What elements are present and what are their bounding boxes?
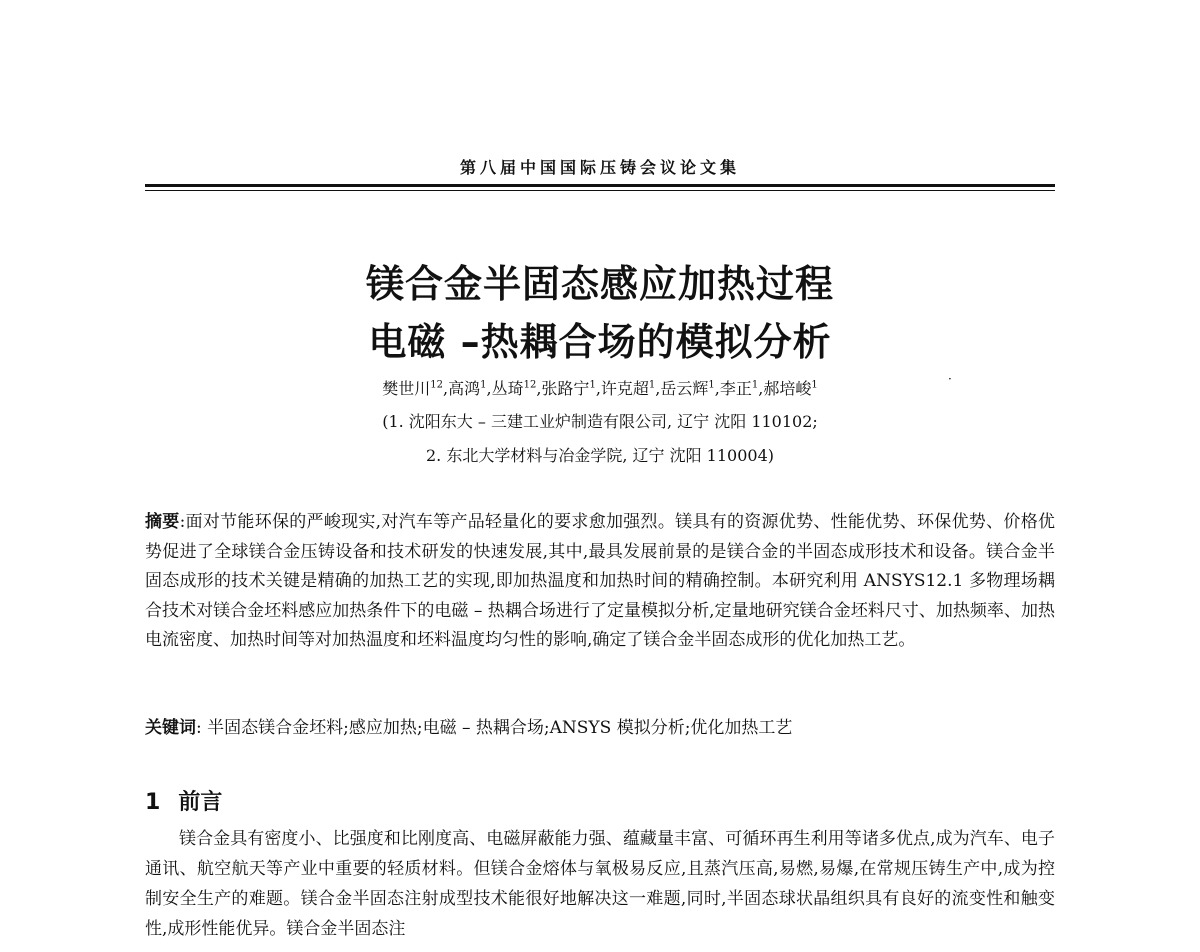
section-title: 前言	[178, 790, 223, 815]
section-heading	[145, 785, 222, 816]
affiliation-line-2: 2. 东北大学材料与冶金学院, 辽宁 沈阳 110004)	[425, 446, 775, 465]
author: 岳云辉$^1$,	[660, 379, 720, 398]
header-rule-thick	[145, 184, 1055, 187]
running-header: 第八届中国国际压铸会议论文集	[459, 158, 740, 177]
paper-title-line-1: 镁合金半固态感应加热过程	[365, 262, 834, 306]
keywords	[145, 714, 1055, 744]
author: 许克超$^1$,	[600, 379, 661, 398]
author: 樊世川$^{12}$,	[382, 379, 449, 398]
author: 李正$^1$,	[719, 379, 764, 398]
scan-dot: ·	[948, 372, 952, 386]
keywords-label: 关键词	[145, 718, 196, 738]
abstract-label: 摘要	[145, 512, 180, 532]
paper-title-line-2: 电磁 –热耦合场的模拟分析	[368, 320, 832, 364]
abstract-text: :面对节能环保的严峻现实,对汽车等产品轻量化的要求愈加强烈。镁具有的资源优势、性能优势、环保优势、价格优势促进了全球镁合金压铸设备和技术研发的快速发展,其中,最具发展前景的是镁合金的半固态成形技术和设备。镁合金半固态成形的技术关键是精确的加热工艺的实现,即加热温度和加热时间的精确控制。本研究利用 ANSYS12.1 多物理场耦合技术对镁合金坯料感应加热条件下的电磁 – 热耦合场进行了定量模拟分析,定量地研究镁合金坯料尺寸、加热频率、加热电流密度、加热时间等对加热温度和坯料温度均匀性的影响,确定了镁合金半固态成形的优化加热工艺。	[145, 512, 1055, 650]
header-rule-thin	[145, 190, 1055, 191]
author: 张路宁$^1$,	[541, 379, 601, 398]
author: 高鸿$^1$,	[448, 379, 492, 398]
keywords-text: : 半固态镁合金坯料;感应加热;电磁 – 热耦合场;ANSYS 模拟分析;优化加热工艺	[196, 718, 793, 738]
section-number: 1	[145, 790, 161, 815]
body-paragraph: 镁合金具有密度小、比强度和比刚度高、电磁屏蔽能力强、蕴藏量丰富、可循环再生利用等诸多优点,成为汽车、电子通讯、航空航天等产业中重要的轻质材料。但镁合金熔体与氧极易反应,且蒸汽压高,易燃,易爆,在常规压铸生产中,成为控制安全生产的难题。镁合金半固态注射成型技术能很好地解决这一难题,同时,半固态球状晶组织具有良好的流变性和触变性,成形性能优异。镁合金半固态注	[145, 829, 1055, 939]
abstract	[145, 508, 1055, 656]
author: 丛琦$^{12}$,	[491, 379, 542, 398]
affiliation-line-1: (1. 沈阳东大 – 三建工业炉制造有限公司, 辽宁 沈阳 110102;	[382, 412, 818, 431]
author-list	[145, 376, 1055, 399]
author: 郝培峻$^1$	[763, 379, 818, 398]
